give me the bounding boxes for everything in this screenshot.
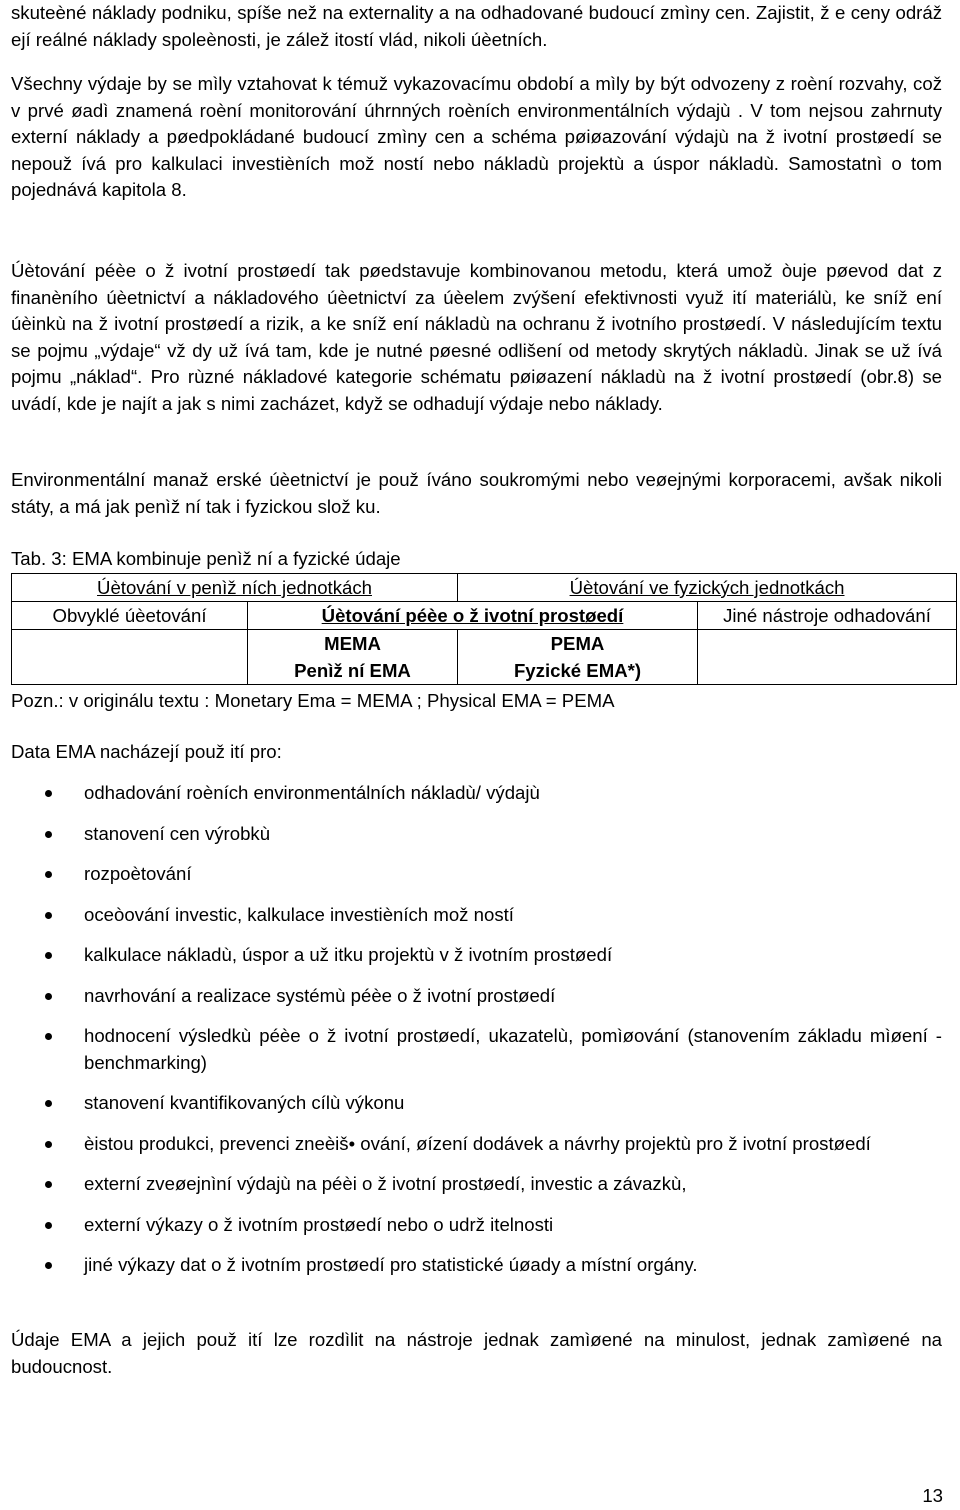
cell-mema [248,630,458,685]
ema-table [11,573,957,685]
header-monetary-units: Úètování v penìž ních jednotkách [12,574,458,602]
list-item: stanovení kvantifikovaných cílù výkonu [11,1090,942,1117]
uses-heading: Data EMA nacházejí použ ití pro: [11,741,282,762]
bullet-icon [45,831,52,838]
table-caption: Tab. 3: EMA kombinuje penìž ní a fyzické údaje [11,548,401,569]
mema-abbr: MEMA [324,633,381,654]
cell-environmental-accounting: Úètování péèe o ž ivotní prostøedí [248,602,698,630]
bullet-icon [45,790,52,797]
cell-usual-accounting: Obvyklé úèetování [12,602,248,630]
table-row [12,602,957,630]
paragraph-ema-method: Úètování péèe o ž ivotní prostøedí tak pøedstavuje kombinovanou metodu, která umož òuje pøevod dat z finanèního úèetnictví a nákladového úèetnictví za úèelem zvýšení efektivnosti využ ití materiálù, ke sníž ení úèinkù na ž ivotní prostøedí a rizik, a ke sníž ení nákladù na ochranu ž ivotního prostøedí. V následujícím textu se pojmu „výdaje“ vž dy už ívá tam, kde je nutné pøesné odlišení od metody skrytých nákladù. Jinak se už ívá pojmu „náklad“. Pro rùzné nákladové kategorie schématu pøiøazení nákladù na ž ivotní prostøedí (obr.8) se uvádí, kde je najít a jak s nimi zacházet, když se odhadují výdaje nebo náklady. [11,260,942,414]
bullet-icon [45,1141,52,1148]
list-item: oceòování investic, kalkulace investièních mož ností [11,902,942,929]
cell-empty-left [12,630,248,685]
bullet-icon [45,1262,52,1269]
paragraph-intro: skuteèné náklady podniku, spíše než na externality a na odhadované budoucí zmìny cen. Zajistit, ž e ceny odráž ejí reálné náklady spoleènosti, je zálež itostí vlád, nikoli úèetních. [11,2,942,50]
list-item: jiné výkazy dat o ž ivotním prostøedí pro statistické úøady a místní orgány. [11,1252,942,1279]
cell-empty-right [698,630,957,685]
cell-other-tools: Jiné nástroje odhadování [698,602,957,630]
pema-abbr: PEMA [550,633,605,654]
bullet-icon [45,1181,52,1188]
paragraph-ema-tools: Údaje EMA a jejich použ ití lze rozdìlit na nástroje jednak zamìøené na minulost, jednak zamìøené na budoucnost. [11,1329,942,1377]
paragraph-ema-usage: Environmentální manaž erské úèetnictví je použ íváno soukromými nebo veøejnými korporacemi, avšak nikoli státy, a má jak penìž ní tak i fyzickou slož ku. [11,469,942,517]
list-item: navrhování a realizace systémù péèe o ž ivotní prostøedí [11,983,942,1010]
bullet-icon [45,1100,52,1107]
list-item: odhadování roèních environmentálních nákladù/ výdajù [11,780,942,807]
bullet-icon [45,1033,52,1040]
list-item: hodnocení výsledkù péèe o ž ivotní prostøedí, ukazatelù, pomìøování (stanovením základu mìøení - benchmarking) [11,1023,942,1076]
paragraph-expenditures: Všechny výdaje by se mìly vztahovat k témuž vykazovacímu období a mìly by být odvozeny z roèní rozvahy, což v prvé øadì znamená roèní monitorování úhrnných roèních environmentálních výdajù . V tom nejsou zahrnuty externí náklady a pøedpokládané budoucí zmìny cen a schéma pøiøazování výdajù na ž ivotní prostøedí se nepouž ívá pro kalkulaci investièních mož ností nebo nákladù projektù a úspor nákladù. Samostatnì o tom pojednává kapitola 8. [11,73,942,200]
table-row [12,574,957,602]
list-item: kalkulace nákladù, úspor a už itku projektù v ž ivotním prostøedí [11,942,942,969]
list-item: èistou produkci, prevenci zneèiš• ování, øízení dodávek a návrhy projektù pro ž ivotní prostøedí [11,1131,942,1158]
pema-full: Fyzické EMA*) [513,660,642,681]
bullet-icon [45,993,52,1000]
list-item: stanovení cen výrobkù [11,821,942,848]
table-row [12,630,957,685]
bullet-icon [45,1222,52,1229]
list-item: externí výkazy o ž ivotním prostøedí nebo o udrž itelnosti [11,1212,942,1239]
mema-full: Penìž ní EMA [294,660,411,681]
list-item: rozpoètování [11,861,942,888]
cell-pema [458,630,698,685]
list-item: externí zveøejnìní výdajù na péèi o ž ivotní prostøedí, investic a závazkù, [11,1171,942,1198]
header-physical-units: Úètování ve fyzických jednotkách [458,574,957,602]
uses-list [11,780,942,1293]
bullet-icon [45,871,52,878]
table-note: Pozn.: v originálu textu : Monetary Ema = MEMA ; Physical EMA = PEMA [11,690,615,711]
bullet-icon [45,952,52,959]
bullet-icon [45,912,52,919]
page-number: 13 [922,1485,943,1506]
